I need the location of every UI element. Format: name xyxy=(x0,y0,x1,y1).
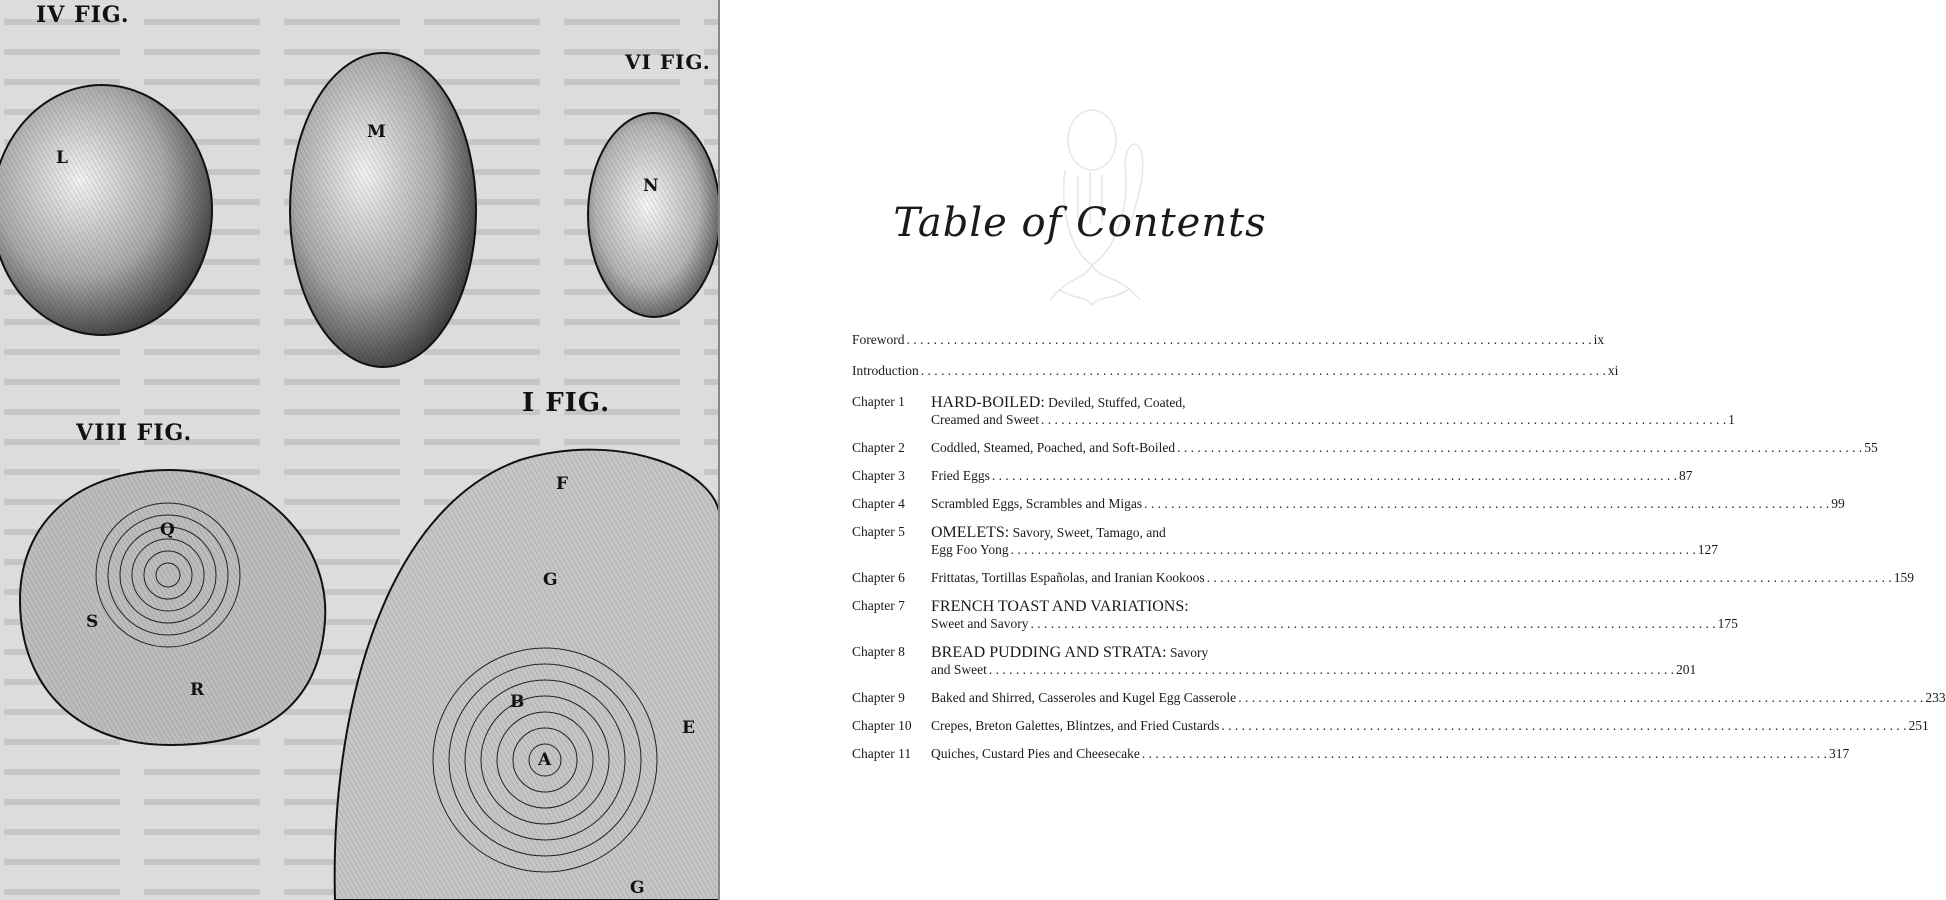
letter-s: S xyxy=(86,612,99,632)
chapter-page: 317 xyxy=(1828,746,1850,761)
letter-r-viii: R xyxy=(190,680,205,700)
chapter-caps-title: FRENCH TOAST AND VARIATIONS: xyxy=(931,598,1189,615)
chapter-caps-title: OMELETS: xyxy=(931,524,1010,541)
leader-dots xyxy=(1221,718,1906,734)
leader-dots xyxy=(921,363,1606,379)
chapter-page: 159 xyxy=(1893,570,1915,585)
chapter-number: Chapter 8 xyxy=(852,644,905,659)
toc-entry-chapter-1[interactable] xyxy=(852,394,1735,428)
letter-g: G xyxy=(543,570,558,590)
chapter-number: Chapter 11 xyxy=(852,746,912,761)
leader-dots xyxy=(907,332,1592,348)
leader-dots xyxy=(1207,570,1892,586)
leader-dots xyxy=(1177,440,1862,456)
toc-entry-chapter-2[interactable] xyxy=(852,440,1878,456)
chapter-number: Chapter 3 xyxy=(852,468,905,483)
toc-entry-chapter-11[interactable] xyxy=(852,746,1850,762)
chapter-title-line1: Savory xyxy=(1170,645,1209,660)
chapter-page: 251 xyxy=(1908,718,1929,733)
letter-f: F xyxy=(556,474,569,494)
chapter-title-line2: and Sweet xyxy=(931,662,987,677)
chapter-page: 1 xyxy=(1728,412,1735,427)
chapter-page: 127 xyxy=(1697,542,1719,557)
leader-dots xyxy=(1142,746,1827,762)
leader-dots xyxy=(989,662,1674,678)
leader-dots xyxy=(1144,496,1829,512)
chapter-title-line2: Creamed and Sweet xyxy=(931,412,1039,427)
chapter-title-line1: Savory, Sweet, Tamago, and xyxy=(1012,525,1166,540)
toc-title: Table of Contents xyxy=(893,200,1267,246)
toc-entry-introduction[interactable] xyxy=(852,363,1619,379)
chapter-title-line1: Frittatas, Tortillas Españolas, and Iranian Kookoos xyxy=(931,570,1205,585)
toc-entry-chapter-7[interactable] xyxy=(852,598,1738,632)
letter-l: L xyxy=(56,148,68,168)
leader-dots xyxy=(1030,616,1715,632)
chapter-page: 99 xyxy=(1831,496,1845,511)
leader-dots xyxy=(992,468,1677,484)
chapter-title-line1: Baked and Shirred, Casseroles and Kugel Egg Casserole xyxy=(931,690,1237,705)
chapter-caps-title: HARD-BOILED: xyxy=(931,394,1045,411)
chapter-number: Chapter 9 xyxy=(852,690,905,705)
chapter-title-line1: Crepes, Breton Galettes, Blintzes, and Fried Custards xyxy=(931,718,1220,733)
letter-e: E xyxy=(682,718,695,738)
chapter-number: Chapter 6 xyxy=(852,570,905,585)
toc-entry-chapter-8[interactable] xyxy=(852,644,1697,678)
leader-dots xyxy=(1238,690,1923,706)
fig-label-iv: IV FIG. xyxy=(36,2,130,28)
chapter-title-line2: Sweet and Savory xyxy=(931,616,1029,631)
chapter-page: 201 xyxy=(1675,662,1697,677)
chapter-number: Chapter 4 xyxy=(852,496,905,511)
chapter-number: Chapter 1 xyxy=(852,394,905,409)
chapter-title-line1: Quiches, Custard Pies and Cheesecake xyxy=(931,746,1140,761)
toc-entry-chapter-4[interactable] xyxy=(852,496,1845,512)
chapter-page: 233 xyxy=(1925,690,1946,705)
toc-entry-title: Introduction xyxy=(852,363,919,378)
chapter-number: Chapter 5 xyxy=(852,524,905,539)
chapter-number: Chapter 2 xyxy=(852,440,905,455)
letter-q: Q xyxy=(160,520,175,540)
chapter-title-line1: Fried Eggs xyxy=(931,468,990,483)
toc-entry-chapter-5[interactable] xyxy=(852,524,1719,558)
toc-entry-page: ix xyxy=(1593,332,1605,347)
chapter-number: Chapter 10 xyxy=(852,718,912,733)
toc-entry-foreword[interactable] xyxy=(852,332,1605,348)
toc-entry-chapter-10[interactable] xyxy=(852,718,1929,734)
egg-engraving-illustration xyxy=(0,0,720,900)
letter-a: A xyxy=(538,750,552,770)
chapter-page: 87 xyxy=(1679,468,1693,483)
chapter-title-line2: Egg Foo Yong xyxy=(931,542,1009,557)
toc-page xyxy=(720,0,1946,900)
toc-entry-chapter-3[interactable] xyxy=(852,468,1693,484)
fig-label-viii: VIII FIG. xyxy=(76,420,193,446)
chapter-page: 175 xyxy=(1717,616,1738,631)
toc-entry-chapter-6[interactable] xyxy=(852,570,1915,586)
leader-dots xyxy=(1041,412,1726,428)
fig-label-i: I FIG. xyxy=(522,388,611,418)
letter-b: B xyxy=(510,692,525,712)
letter-g-bottom: G xyxy=(630,878,645,898)
chapter-number: Chapter 7 xyxy=(852,598,905,613)
toc-list xyxy=(852,332,1946,774)
toc-entry-page: xi xyxy=(1607,363,1619,378)
chapter-page: 55 xyxy=(1864,440,1878,455)
toc-entry-title: Foreword xyxy=(852,332,905,347)
letter-n: N xyxy=(643,176,659,196)
fig-label-vi: VI FIG. xyxy=(625,50,711,74)
chapter-title-line1: Scrambled Eggs, Scrambles and Migas xyxy=(931,496,1143,511)
letter-m: M xyxy=(367,122,386,142)
toc-entry-chapter-9[interactable] xyxy=(852,690,1946,706)
chapter-title-line1: Coddled, Steamed, Poached, and Soft-Boiled xyxy=(931,440,1176,455)
leader-dots xyxy=(1011,542,1696,558)
chapter-caps-title: BREAD PUDDING AND STRATA: xyxy=(931,644,1167,661)
engraving-plate xyxy=(0,0,720,900)
chapter-title-line1: Deviled, Stuffed, Coated, xyxy=(1048,395,1186,410)
